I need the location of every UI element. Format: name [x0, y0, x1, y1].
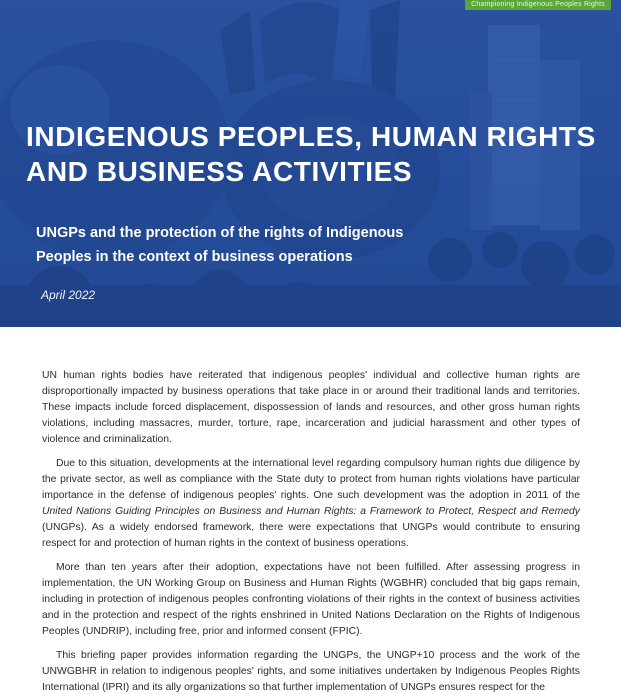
header-tag-badge: Championing Indigenous Peoples Rights: [465, 0, 611, 10]
document-title: INDIGENOUS PEOPLES, HUMAN RIGHTS AND BUSINESS ACTIVITIES: [26, 121, 596, 187]
hero-banner: [0, 0, 621, 327]
document-subtitle: UNGPs and the protection of the rights of Indigenous Peoples in the context of business operations: [36, 225, 404, 265]
paragraph-1: UN human rights bodies have reiterated that indigenous peoples' individual and collective human rights are disproportionally impacted by business operations that take place in or around their traditional lands and territories. These impacts include forced displacement, dispossession of lands and resources, and other gross human rights violations, including massacres, murder, torture, rape, incarceration and judicial harassment and other types of violence and criminalization.: [42, 370, 580, 445]
paragraph-4: This briefing paper provides information regarding the UNGPs, the UNGP+10 process and the work of the UNWGBHR in relation to indigenous peoples' rights, and some initiatives undertaken by Indigenous Peoples Rights International (IPRI) and its ally organizations so that further implementation of UNGPs ensures respect for the: [42, 650, 580, 693]
paragraph-2-text-b: (UNGPs). As a widely endorsed framework, there were expectations that UNGPs would contribute to ensuring respect for and protection of human rights in the context of business operations.: [42, 522, 580, 549]
paragraph-3: More than ten years after their adoption, expectations have not been fulfilled. After assessing progress in implementation, the UN Working Group on Business and Human Rights (WGBHR) concluded that big gaps remain, including in protection of indigenous peoples confronting violations of their rights in the context of business activities and in the protection and respect of the rights enshrined in United Nations Declaration on the Rights of Indigenous Peoples (UNDRIP), including free, prior and informed consent (FPIC).: [42, 562, 580, 637]
ungp-title-italic: United Nations Guiding Principles on Business and Human Rights: a Framework to Protect, Respect and Remedy: [42, 506, 580, 517]
paragraph-2: [42, 456, 580, 552]
document-body: [42, 368, 580, 694]
publication-date: April 2022: [41, 288, 96, 302]
paragraph-2-text-a: Due to this situation, developments at the international level regarding compulsory human rights due diligence by the private sector, as well as compliance with the State duty to protect from human rights violations have particular importance in the defense of indigenous peoples' rights. One such development was the adoption in 2011 of the: [42, 458, 580, 501]
